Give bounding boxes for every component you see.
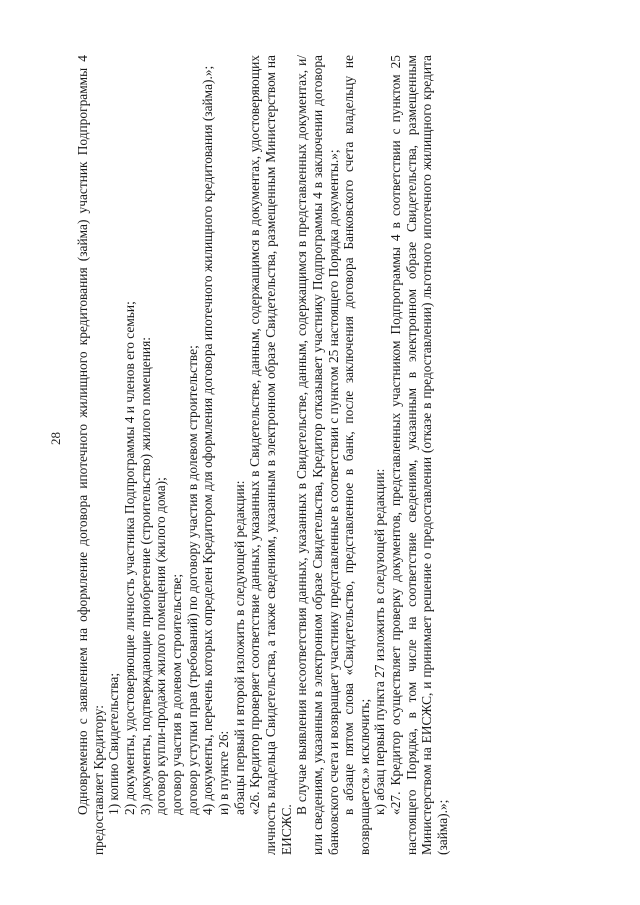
paragraph: абзацы первый и второй изложить в следующей редакции: (231, 480, 247, 815)
paragraph: «26. Кредитор проверяет соответствие данных, указанных в Свидетельстве, данным, содержащимся в документах, удостоверяющих личность владельца Свидетельства, а также сведениям, указанным в электронном образе Свидетельства, размещенным Министерством на ЕИСЖС. (247, 55, 294, 855)
list-item: договор уступки прав (требований) по договору участия в долевом строительстве; (184, 345, 200, 815)
list-item: договор купли-продажи жилого помещения (жилого дома); (153, 477, 169, 815)
list-item: договор участия в долевом строительстве; (168, 573, 184, 815)
paragraph: Одновременно с заявлением на оформление договора ипотечного жилищного кредитования (займа) участник Подпрограммы 4 предоставляет Кредитору: (75, 55, 106, 855)
page-number: 28 (48, 432, 63, 445)
paragraph: в абзаце пятом слова «Свидетельство, представленное в банк, после заключения договора Банковского счета владельцу не возвращается.» исключить; (341, 55, 372, 855)
list-item: 1) копию Свидетельства; (106, 672, 122, 815)
paragraph: и) в пункте 26: (215, 730, 231, 815)
paragraph: «27. Кредитор осуществляет проверку документов, представленных участником Подпрограммы 4 в соответствии с пунктом 25 настоящего Порядка, в том числе на соответствие сведениям, указанным в электронном образе Свидетельства, размещенным Министерством на ЕИСЖС, и принимает решение о предоставлении (отказе в предоставлении) льготного ипотечного жилищного кредита (займа).»; (388, 55, 451, 855)
list-item: 2) документы, удостоверяющие личность участника Подпрограммы 4 и членов его семьи; (121, 301, 137, 815)
paragraph: В случае выявления несоответствия данных, указанных в Свидетельстве, данным, содержащимся в представленных документах, и/или сведениям, указанным в электронном образе Свидетельства, Кредитор отказывает участнику Подпрограммы 4 в заключении договора банковского счета и возвращает участнику представленные в соответствии с пунктом 25 настоящего Порядка документы.»; (294, 55, 341, 855)
paragraph: к) абзац первый пункта 27 изложить в следующей редакции: (372, 468, 388, 815)
document-body (75, 55, 625, 855)
list-item: 4) документы, перечень которых определен Кредитором для оформления договора ипотечного жилищного кредитования (займа).»; (200, 65, 216, 815)
list-item: 3) документы, подтверждающие приобретение (строительство) жилого помещения: (137, 337, 153, 815)
